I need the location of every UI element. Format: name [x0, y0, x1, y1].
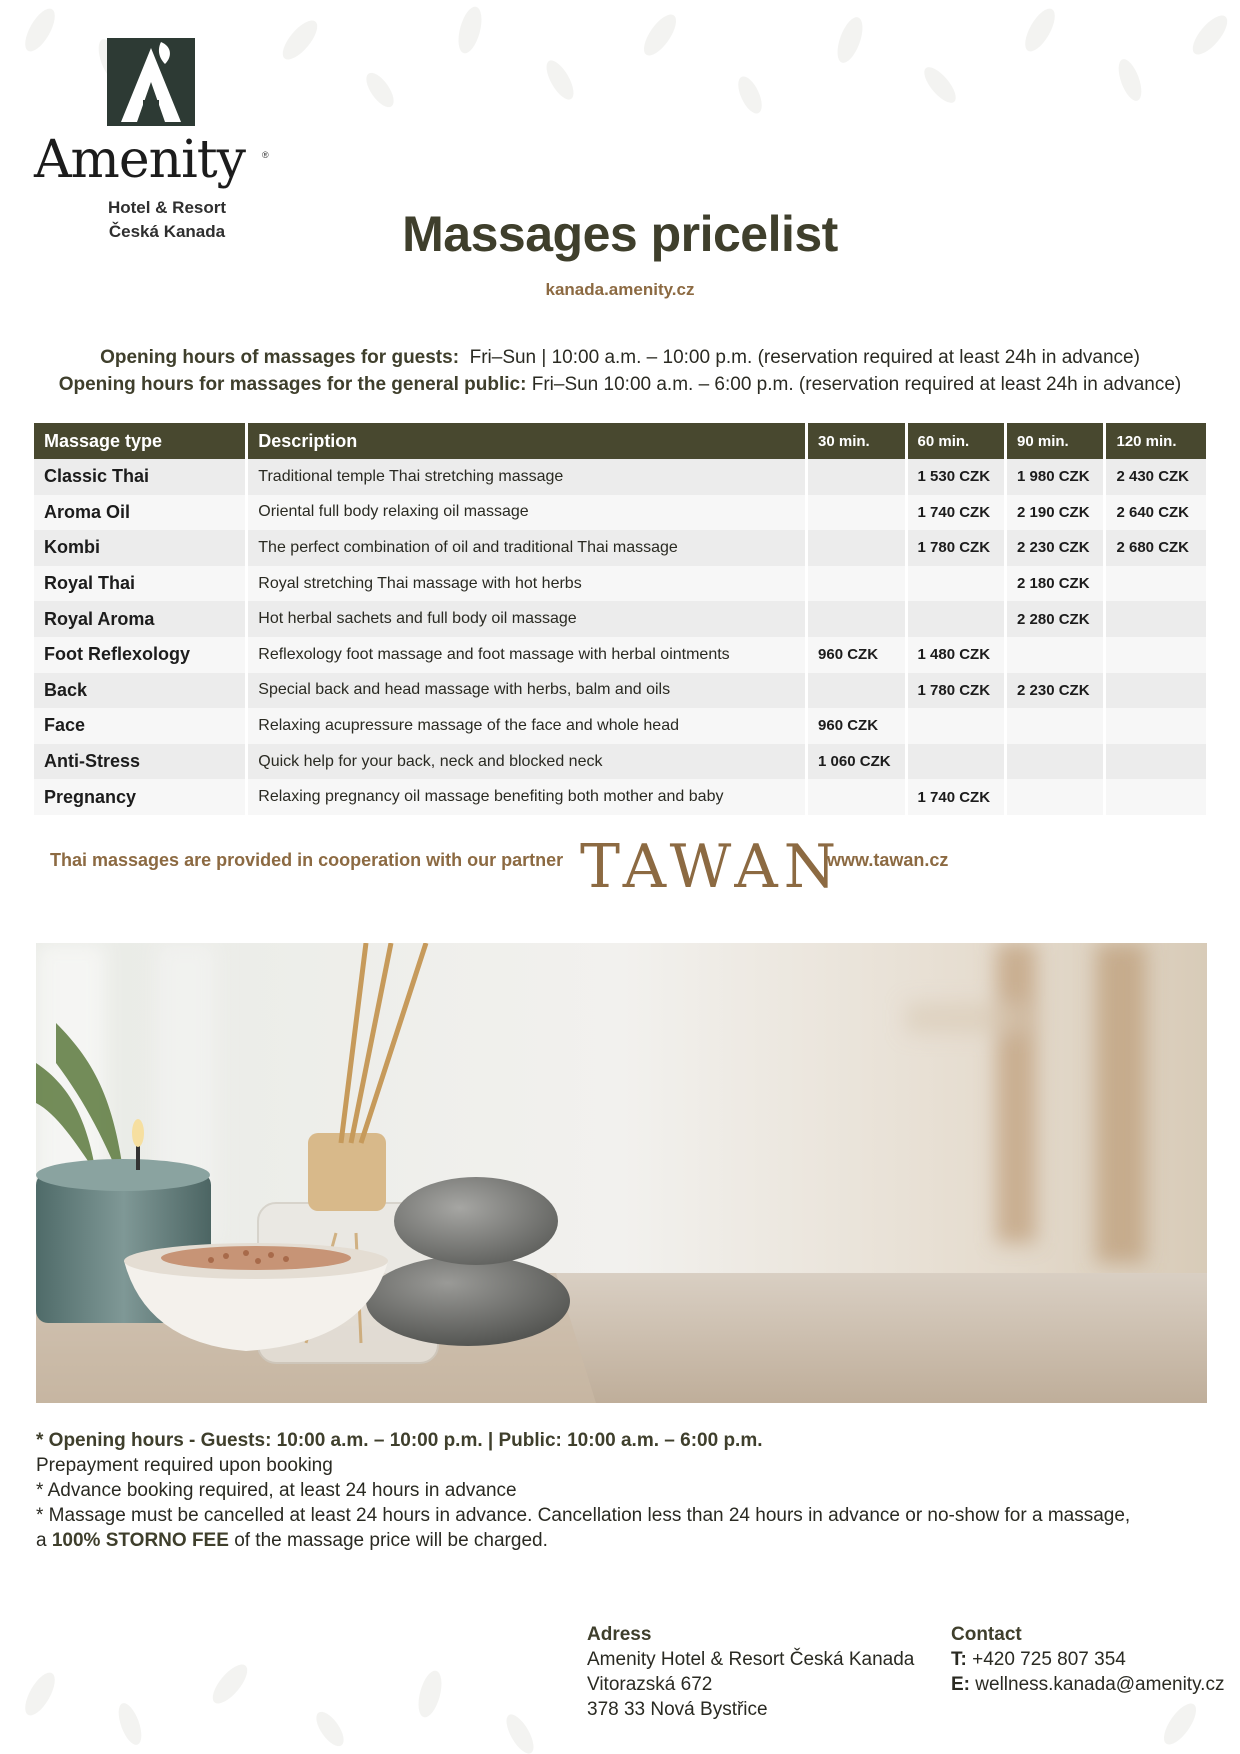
price-30-cell: [808, 566, 907, 602]
price-60-cell: 1 530 CZK: [908, 459, 1007, 495]
price-30-cell: 960 CZK: [808, 637, 907, 673]
logo-subtitle-location: Česká Kanada: [108, 222, 226, 241]
table-row: [34, 601, 1206, 637]
price-120-cell: [1106, 566, 1206, 602]
notes-storno-post: of the massage price will be charged.: [234, 1530, 548, 1551]
email-label: E:: [951, 1674, 970, 1695]
price-90-cell: 2 190 CZK: [1007, 495, 1106, 531]
massage-type-cell: Foot Reflexology: [34, 637, 248, 673]
description-cell: Royal stretching Thai massage with hot herbs: [248, 566, 808, 602]
price-30-cell: [808, 495, 907, 531]
table-row: [34, 495, 1206, 531]
spa-photo: [36, 943, 1207, 1403]
massage-type-cell: Royal Thai: [34, 566, 248, 602]
page-title: Massages pricelist: [402, 206, 838, 262]
price-120-cell: [1106, 708, 1206, 744]
partner-text: Thai massages are provided in cooperation with our partner: [50, 850, 564, 870]
phone-number[interactable]: +420 725 807 354: [972, 1649, 1126, 1670]
price-90-cell: 2 230 CZK: [1007, 530, 1106, 566]
massage-type-cell: Pregnancy: [34, 779, 248, 815]
price-90-cell: [1007, 779, 1106, 815]
price-30-cell: [808, 530, 907, 566]
logo-registered-mark: ®: [262, 150, 269, 160]
description-cell: Traditional temple Thai stretching massage: [248, 459, 808, 495]
description-cell: Relaxing pregnancy oil massage benefiting both mother and baby: [248, 779, 808, 815]
price-30-cell: [808, 779, 907, 815]
price-60-cell: [908, 744, 1007, 780]
logo-name: Amenity: [34, 130, 246, 190]
massage-type-cell: Face: [34, 708, 248, 744]
price-120-cell: [1106, 601, 1206, 637]
massage-type-cell: Back: [34, 673, 248, 709]
price-60-cell: 1 740 CZK: [908, 779, 1007, 815]
price-120-cell: 2 430 CZK: [1106, 459, 1206, 495]
table-row: [34, 637, 1206, 673]
table-header-row: [34, 423, 1206, 459]
notes-advance-booking: * Advance booking required, at least 24 hours in advance: [36, 1480, 517, 1501]
address-heading: Adress: [587, 1624, 652, 1645]
table-row: [34, 744, 1206, 780]
contact-phone: [951, 1647, 1224, 1672]
price-60-cell: [908, 708, 1007, 744]
price-60-cell: 1 780 CZK: [908, 673, 1007, 709]
header-90-min: 90 min.: [1007, 423, 1106, 459]
description-cell: Quick help for your back, neck and blocked neck: [248, 744, 808, 780]
address-line-2: Vitorazská 672: [587, 1674, 713, 1695]
contact-block: [951, 1622, 1224, 1697]
price-120-cell: 2 680 CZK: [1106, 530, 1206, 566]
public-opening-hours: [0, 374, 1240, 396]
price-90-cell: [1007, 744, 1106, 780]
table-row: [34, 779, 1206, 815]
guest-hours-text: Fri–Sun | 10:00 a.m. – 10:00 p.m. (reservation required at least 24h in advance): [469, 347, 1140, 368]
notes-opening-hours: * Opening hours - Guests: 10:00 a.m. – 10:00 p.m. | Public: 10:00 a.m. – 6:00 p.m.: [36, 1430, 763, 1451]
tawan-logo: TAWAN: [580, 832, 843, 902]
header-30-min: 30 min.: [808, 423, 907, 459]
table-row: [34, 566, 1206, 602]
price-30-cell: 1 060 CZK: [808, 744, 907, 780]
storno-fee: 100% STORNO FEE: [51, 1530, 229, 1551]
public-hours-text: Fri–Sun 10:00 a.m. – 6:00 p.m. (reservation required at least 24h in advance): [531, 374, 1182, 395]
notes-cancellation: * Massage must be cancelled at least 24 hours in advance. Cancellation less than 24 hours in advance or no-show for a massage,: [36, 1505, 1131, 1526]
table-row: [34, 459, 1206, 495]
guest-opening-hours: [0, 347, 1240, 369]
price-30-cell: 960 CZK: [808, 708, 907, 744]
logo-subtitle-hotel: Hotel & Resort: [107, 198, 227, 217]
header-description: Description: [248, 423, 808, 459]
description-cell: Oriental full body relaxing oil massage: [248, 495, 808, 531]
booking-notes: [36, 1428, 1186, 1553]
email-address[interactable]: wellness.kanada@amenity.cz: [975, 1674, 1225, 1695]
price-60-cell: 1 480 CZK: [908, 637, 1007, 673]
table-row: [34, 530, 1206, 566]
price-90-cell: 2 230 CZK: [1007, 673, 1106, 709]
notes-prepayment: Prepayment required upon booking: [36, 1455, 333, 1476]
table-row: [34, 708, 1206, 744]
price-60-cell: 1 740 CZK: [908, 495, 1007, 531]
description-cell: Relaxing acupressure massage of the face and whole head: [248, 708, 808, 744]
header-120-min: 120 min.: [1106, 423, 1206, 459]
phone-label: T:: [951, 1649, 967, 1670]
partner-url[interactable]: www.tawan.cz: [827, 850, 949, 870]
price-120-cell: [1106, 744, 1206, 780]
amenity-a-mark-icon: [107, 38, 195, 126]
price-120-cell: [1106, 673, 1206, 709]
description-cell: The perfect combination of oil and traditional Thai massage: [248, 530, 808, 566]
price-90-cell: 1 980 CZK: [1007, 459, 1106, 495]
table-row: [34, 673, 1206, 709]
price-30-cell: [808, 459, 907, 495]
massage-type-cell: Anti-Stress: [34, 744, 248, 780]
notes-storno-pre: a: [36, 1530, 47, 1551]
partner-banner: [50, 832, 1150, 902]
address-line-3: 378 33 Nová Bystřice: [587, 1699, 768, 1720]
price-30-cell: [808, 601, 907, 637]
description-cell: Reflexology foot massage and foot massage with herbal ointments: [248, 637, 808, 673]
price-60-cell: [908, 566, 1007, 602]
price-90-cell: [1007, 708, 1106, 744]
price-120-cell: [1106, 779, 1206, 815]
price-90-cell: 2 180 CZK: [1007, 566, 1106, 602]
notes-storno-line: [36, 1528, 1186, 1553]
massage-type-cell: Kombi: [34, 530, 248, 566]
price-60-cell: 1 780 CZK: [908, 530, 1007, 566]
address-block: [587, 1622, 914, 1722]
massage-type-cell: Classic Thai: [34, 459, 248, 495]
massage-type-cell: Royal Aroma: [34, 601, 248, 637]
description-cell: Hot herbal sachets and full body oil massage: [248, 601, 808, 637]
description-cell: Special back and head massage with herbs, balm and oils: [248, 673, 808, 709]
price-60-cell: [908, 601, 1007, 637]
price-30-cell: [808, 673, 907, 709]
price-90-cell: 2 280 CZK: [1007, 601, 1106, 637]
website-link[interactable]: kanada.amenity.cz: [545, 280, 695, 299]
price-120-cell: [1106, 637, 1206, 673]
contact-heading: Contact: [951, 1624, 1022, 1645]
price-120-cell: 2 640 CZK: [1106, 495, 1206, 531]
address-line-1: Amenity Hotel & Resort Česká Kanada: [587, 1649, 915, 1670]
massage-type-cell: Aroma Oil: [34, 495, 248, 531]
header-60-min: 60 min.: [908, 423, 1007, 459]
guest-hours-label: Opening hours of massages for guests:: [100, 347, 460, 368]
public-hours-label: Opening hours for massages for the general public:: [58, 374, 527, 395]
pricelist-table: [34, 423, 1206, 815]
contact-email: [951, 1672, 1224, 1697]
header-massage-type: Massage type: [34, 423, 248, 459]
price-90-cell: [1007, 637, 1106, 673]
